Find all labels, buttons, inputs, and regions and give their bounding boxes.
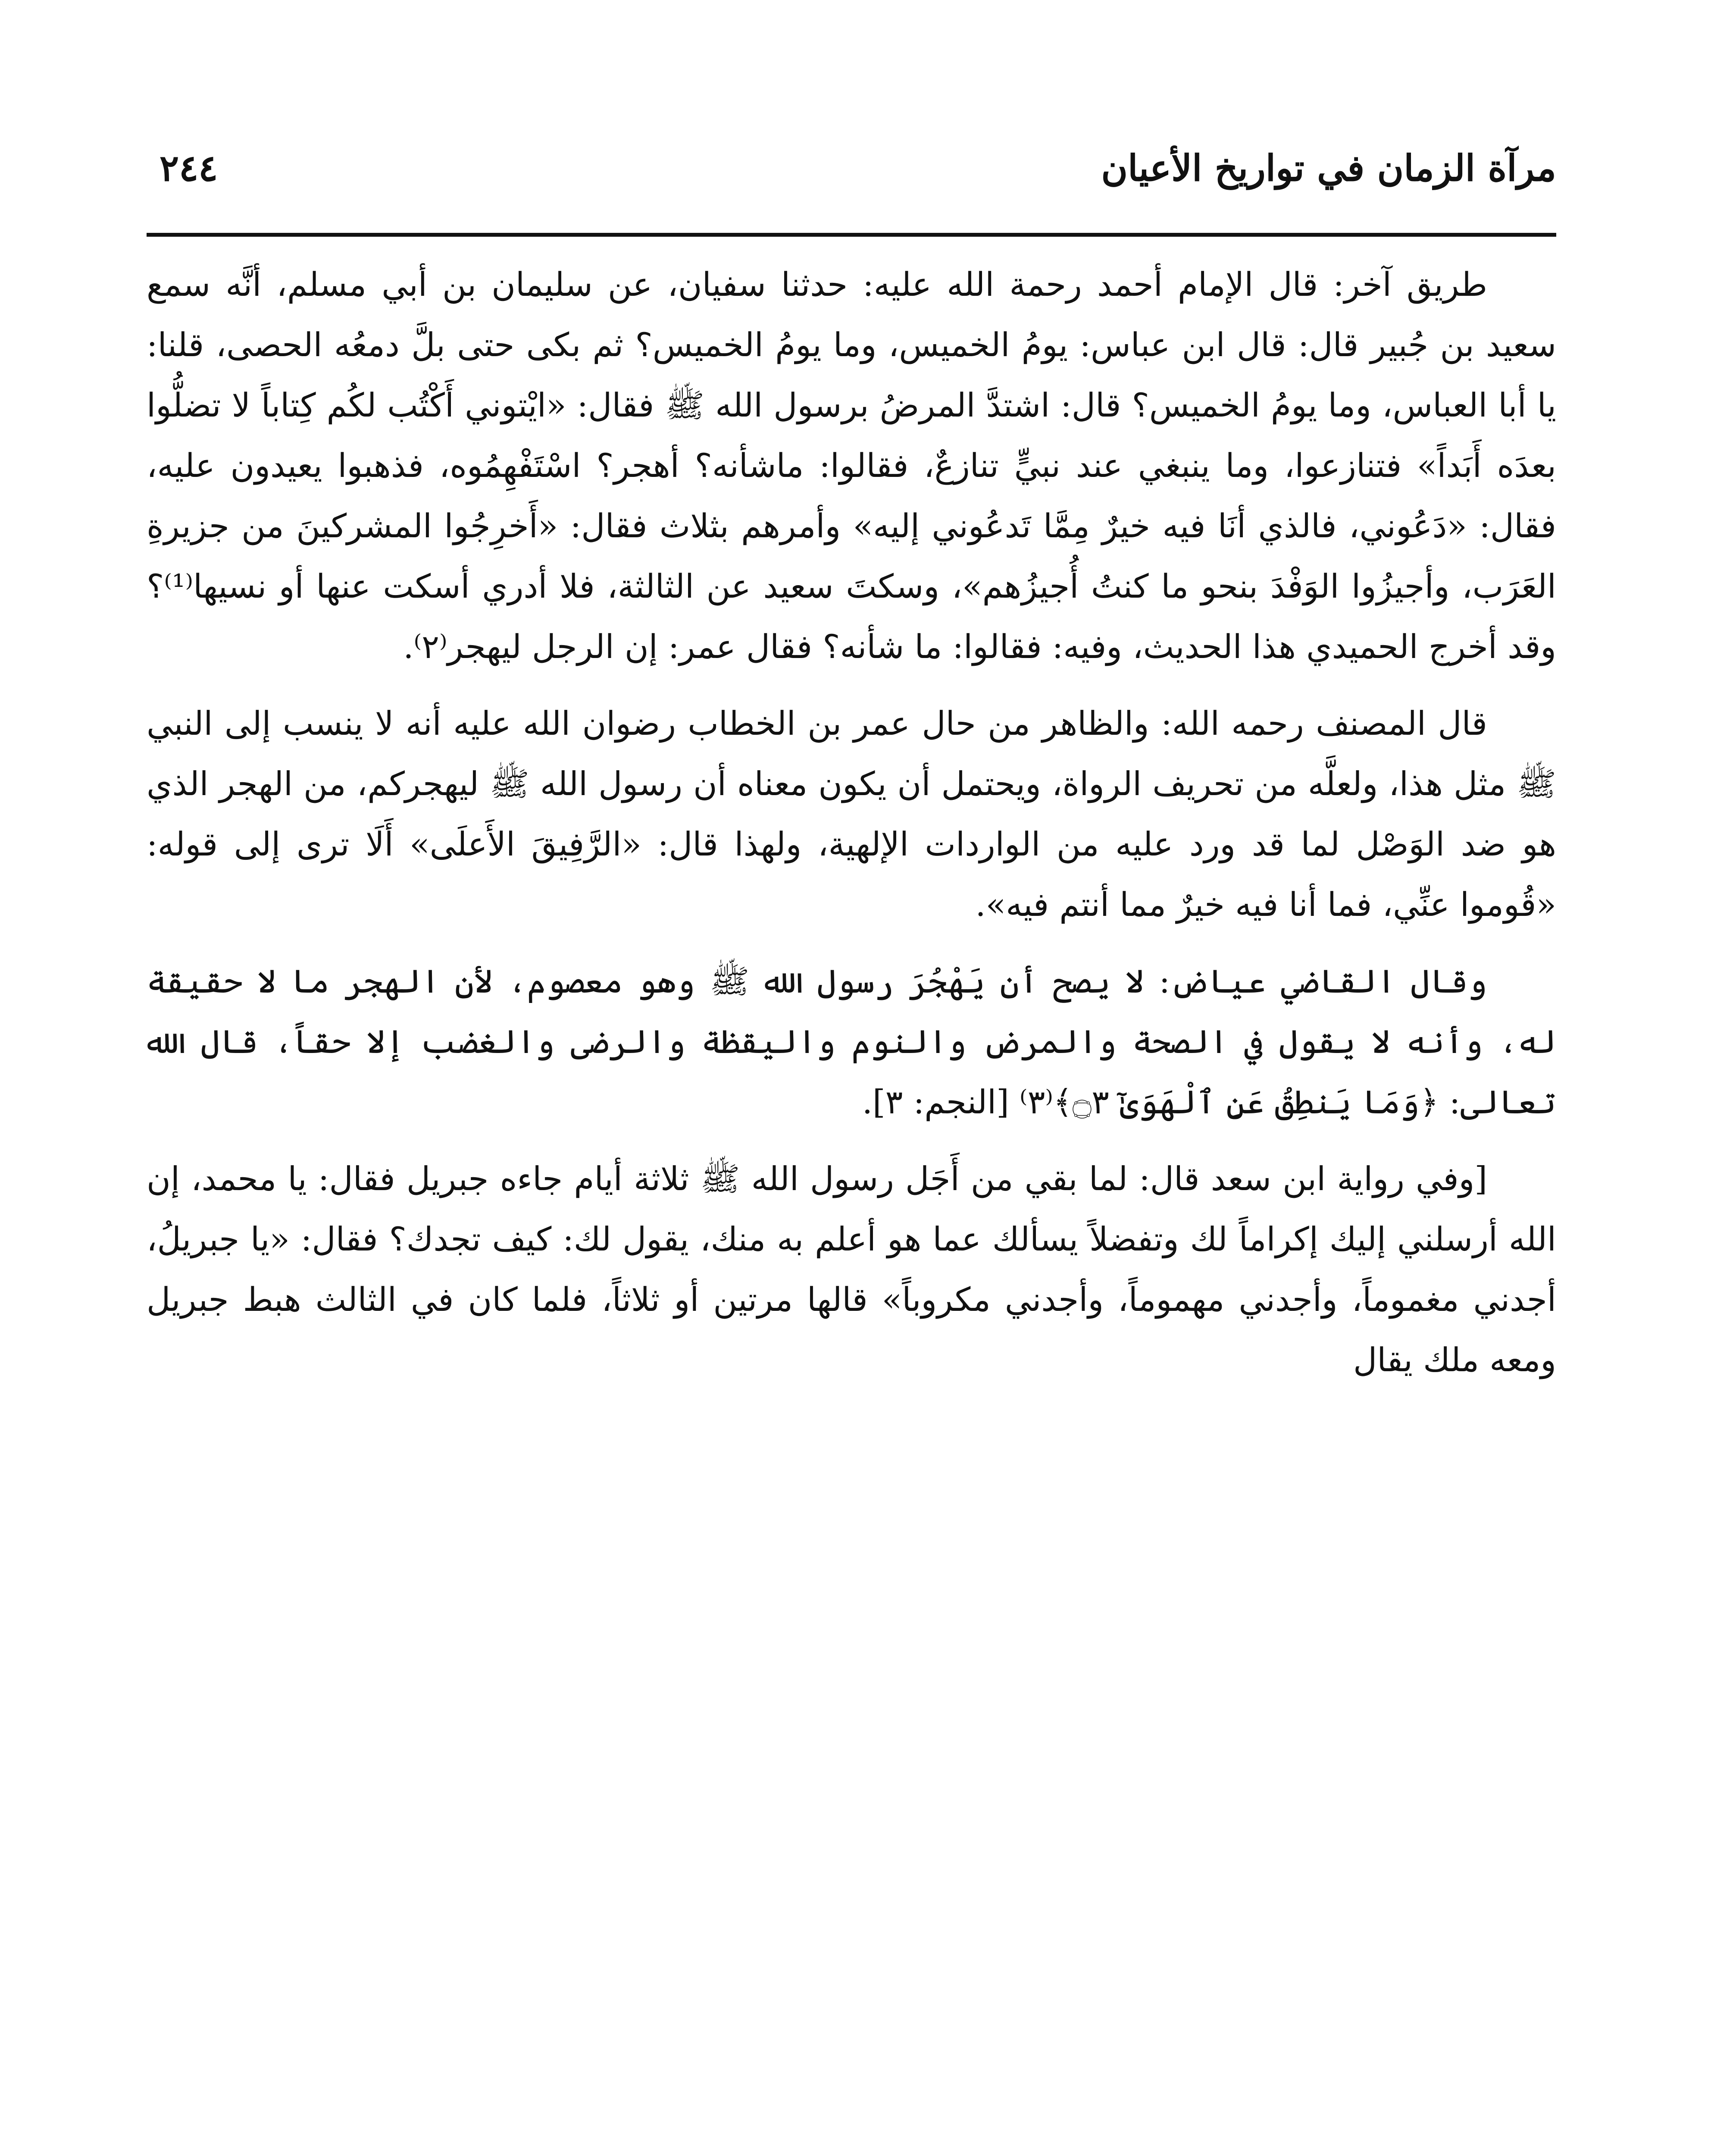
paragraph-1: طريق آخر: قال الإمام أحمد رحمة الله عليه: حدثنا سفيان، عن سليمان بن أبي مسلم، أنَّه سمع سعيد بن جُبير قال: قال ابن عباس: يومُ الخميس، وما يومُ الخميس؟ ثم بكى حتى بلَّ دمعُه الحصى، قلنا: يا أبا العباس، وما يومُ الخميس؟ قال: اشتدَّ المرضُ برسول الله ﷺ فقال: «ايْتوني أَكْتُب لكُم كِتاباً لا تضلُّوا بعدَه أَبَداً» فتنازعوا، وما ينبغي عند نبيٍّ تنازعٌ، فقالوا: ماشأنه؟ أهجر؟ اسْتَفْهِمُوه، فذهبوا يعيدون عليه، فقال: «دَعُوني، فالذي أنَا فيه خيرٌ مِمَّا تَدعُوني إليه» وأمرهم بثلاث فقال: «أَخرِجُوا المشركينَ من جزيرةِ العَرَب، وأجيزُوا الوَفْدَ بنحو ما كنتُ أُجيزُهم»، وسكتَ سعيد عن الثالثة، فلا أدري أسكت عنها أو نسيها⁽¹⁾؟ وقد أخرج الحميدي هذا الحديث، وفيه: فقالوا: ما شأنه؟ فقال عمر: إن الرجل ليهجر⁽٢⁾. — [147, 265, 1557, 666]
book-page — [147, 121, 1556, 2156]
paragraph-2: قال المصنف رحمه الله: والظاهر من حال عمر بن الخطاب رضوان الله عليه أنه لا ينسب إلى النبي ﷺ مثل هذا، ولعلَّه من تحريف الرواة، ويحتمل أن يكون معناه أن رسول الله ﷺ ليهجركم، من الهجر الذي هو ضد الوَصْل لما قد ورد عليه من الواردات الإلهية، ولهذا قال: «الرَّفِيقَ الأَعلَى» أَلَا ترى إلى قوله: «قُوموا عنِّي، فما أنا فيه خيرٌ مما أنتم فيه». — [147, 704, 1556, 924]
body-text — [147, 254, 1556, 1407]
header-rule — [147, 233, 1556, 237]
running-header — [147, 121, 1556, 203]
page-number: ٢٤٤ — [160, 147, 218, 189]
paragraph-3: وقال القاضي عياض: لا يصح أن يَهْجُرَ رسول الله ﷺ وهو معصوم، لأن الهجر ما لا حقيقة له، وأنه لا يقول في الصحة والمرض والنوم واليقظة والرضى والغضب إلا حقاً، قال الله تعالى: ﴿وَمَا يَنطِقُ عَنِ ٱلْهَوَىٰٓ ۝٣﴾⁽٣⁾ [النجم: ٣]. — [147, 962, 1556, 1121]
paragraph-4: [وفي رواية ابن سعد قال: لما بقي من أَجَل رسول الله ﷺ ثلاثة أيام جاءه جبريل فقال: يا محمد، إن الله أرسلني إليك إكراماً لك وتفضلاً يسألك عما هو أعلم به منك، يقول لك: كيف تجدك؟ فقال: «يا جبريلُ، أجدني مغموماً، وأجدني مهموماً، وأجدني مكروباً» قالها مرتين أو ثلاثاً، فلما كان في الثالث هبط جبريل ومعه ملك يقال — [147, 1159, 1556, 1379]
running-title: مرآة الزمان في تواريخ الأعيان — [1101, 147, 1556, 189]
